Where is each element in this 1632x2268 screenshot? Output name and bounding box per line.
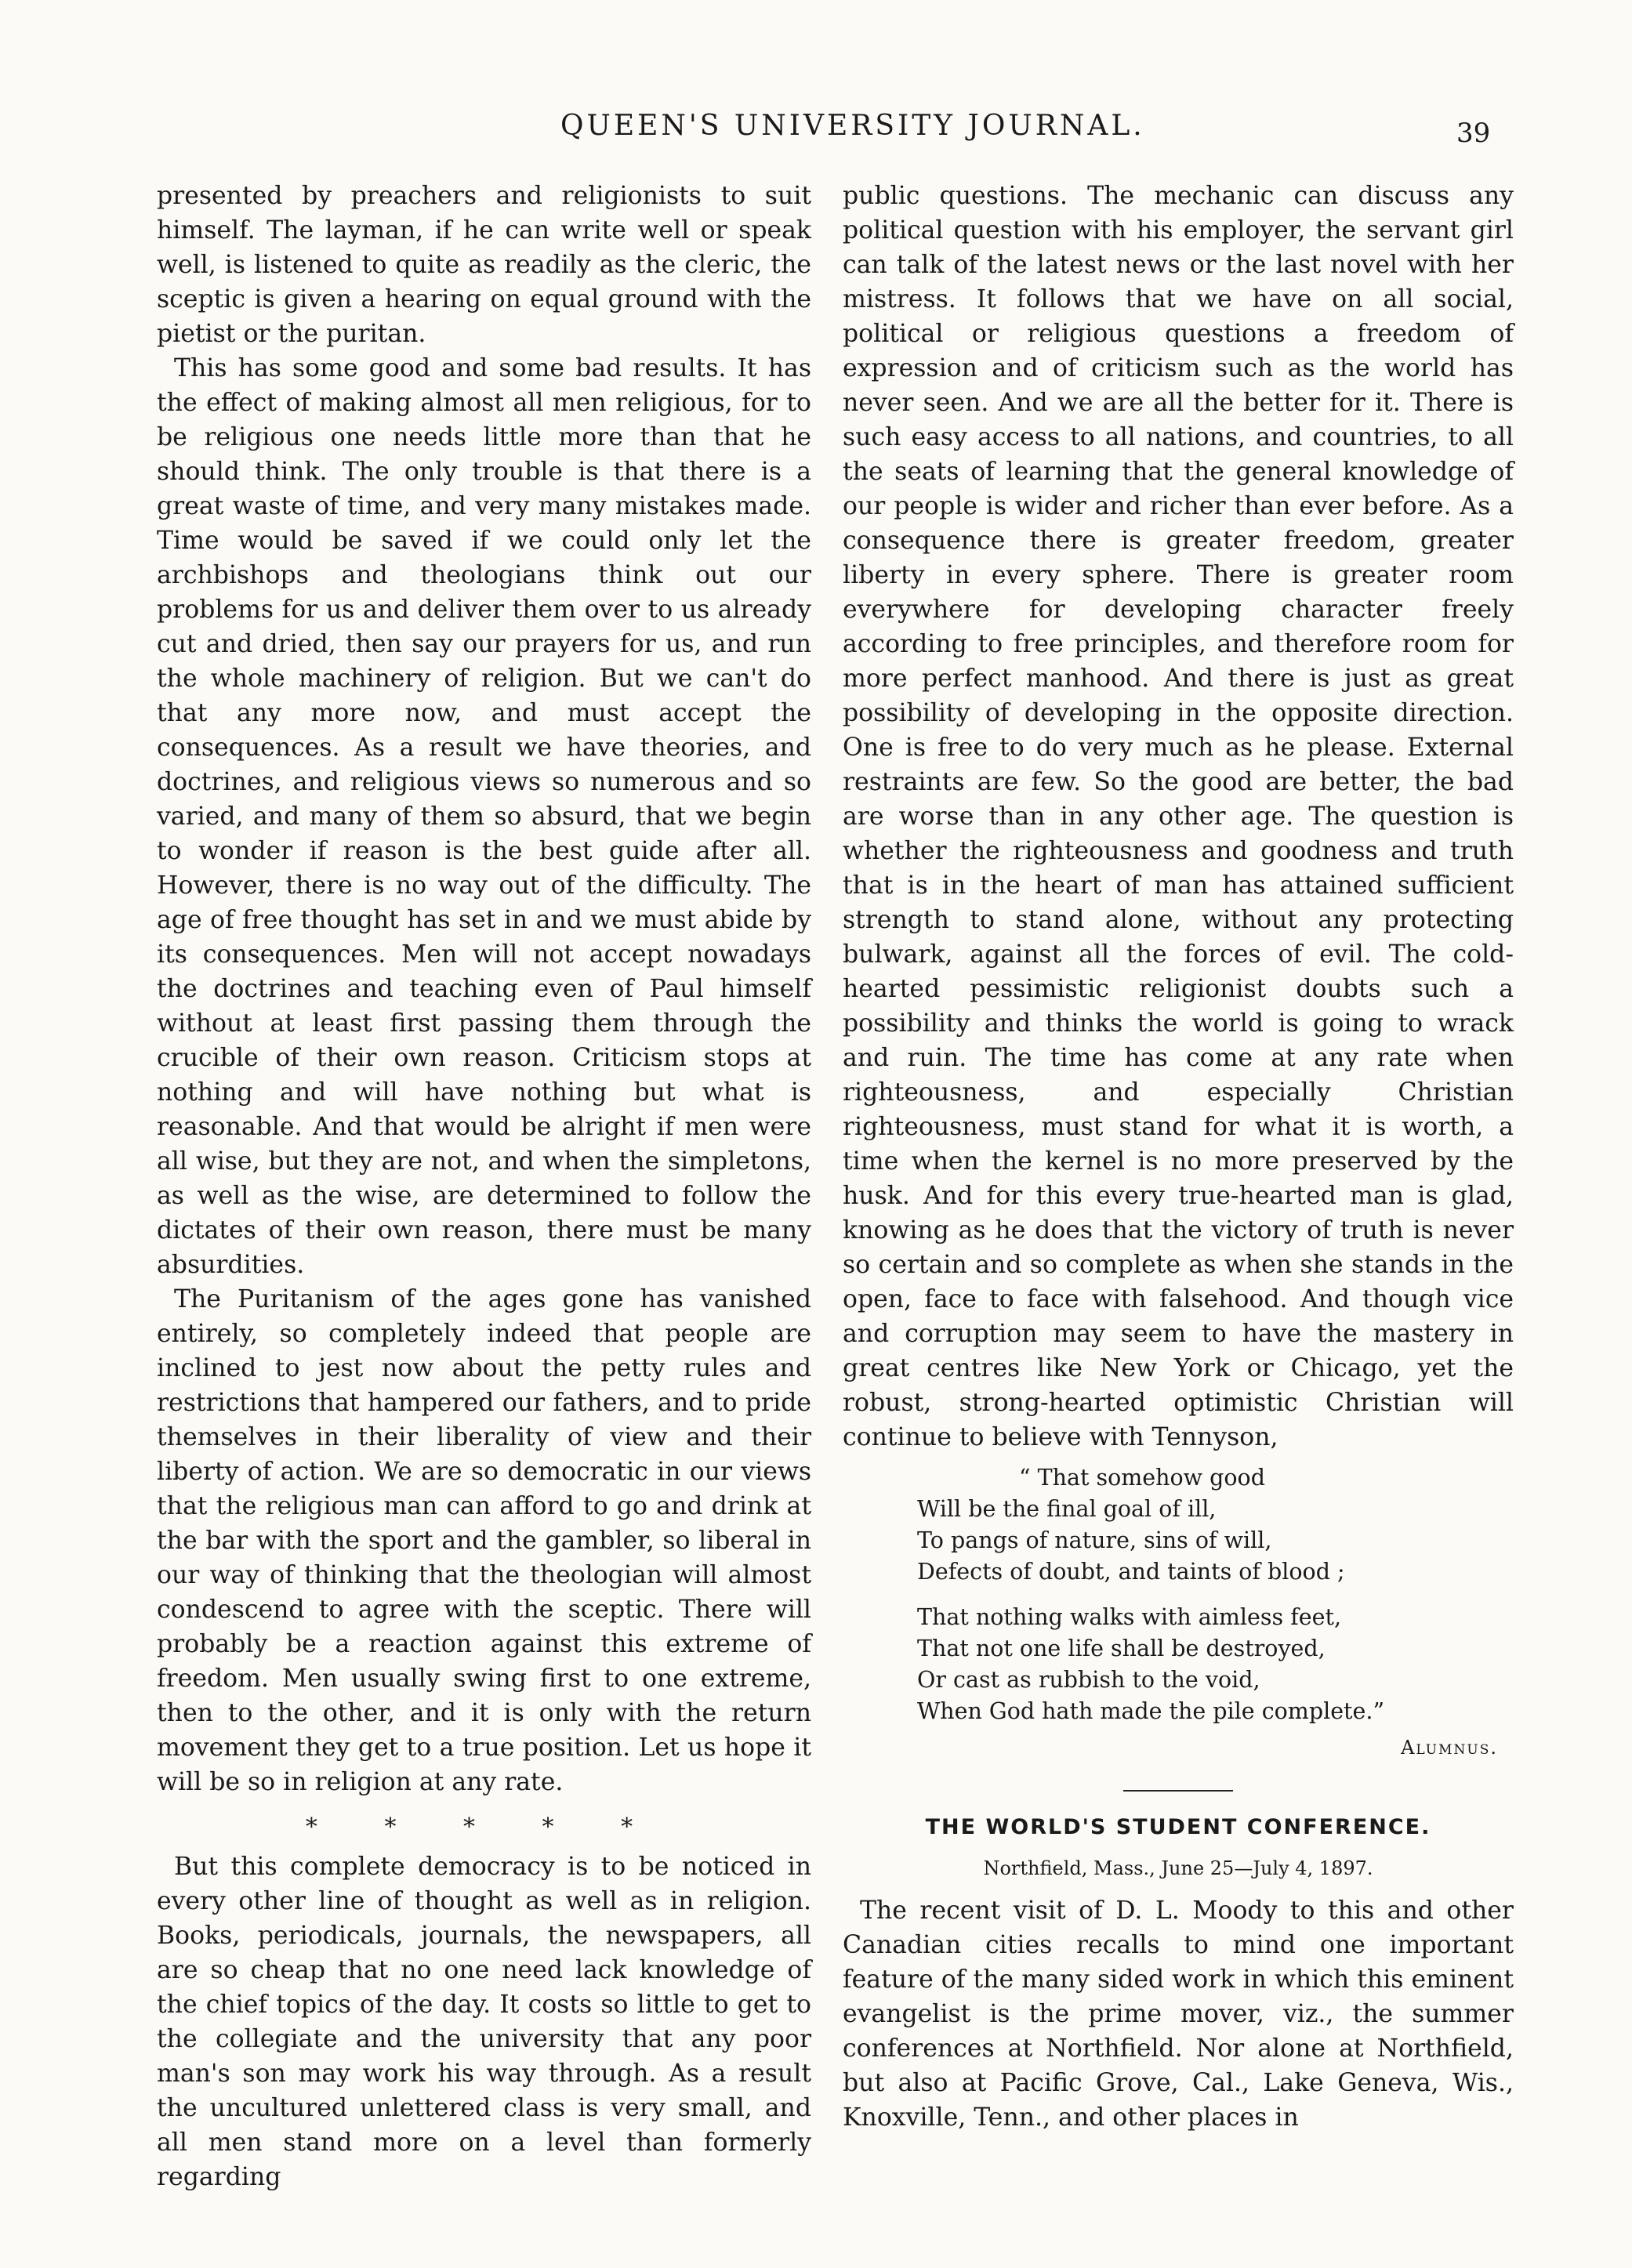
left-column bbox=[157, 179, 811, 2194]
paragraph: But this complete democracy is to be noticed in every other line of thought as well as in religion. Books, periodicals, journals, the newspapers, all are so cheap that no one need lack knowledge of the chief topics of the day. It costs so little to get to the collegiate and the university that any poor man's son may work his way through. As a result the uncultured unlettered class is very small, and all men stand more on a level than formerly regarding bbox=[157, 1853, 811, 2191]
poem-line: When God hath made the pile complete.” bbox=[917, 1698, 1385, 1724]
page-header bbox=[0, 110, 1632, 157]
section-break-asterisms: * * * * * bbox=[305, 1813, 663, 1841]
paragraph: The Puritanism of the ages gone has vanished entirely, so completely indeed that people are inclined to jest now about the petty rules and restrictions that hampered our fathers, and to pride themselves in their liberality of view and their liberty of action. We are so democratic in our views that the religious man can afford to go and drink at the bar with the sport and the gambler, so liberal in our way of thinking that the theologian will almost condescend to agree with the sceptic. There will probably be a reaction against this extreme of freedom. Men usually swing first to one extreme, then to the other, and it is only with the return movement they get to a true position. Let us hope it will be so in religion at any rate. bbox=[157, 1285, 811, 1796]
page-number: 39 bbox=[1456, 118, 1491, 149]
right-column bbox=[843, 179, 1514, 2135]
running-title: QUEEN'S UNIVERSITY JOURNAL. bbox=[560, 110, 1145, 142]
poem-line: To pangs of nature, sins of will, bbox=[917, 1527, 1272, 1553]
paragraph: public questions. The mechanic can discuss any political question with his employer, the servant girl can talk of the latest news or the last novel with her mistress. It follows that we have on all social, political or religious questions a freedom of expression and of criticism such as the world has never seen. And we are all the better for it. There is such easy access to all nations, and countries, to all the seats of learning that the general knowledge of our people is wider and richer than ever before. As a consequence there is greater freedom, greater liberty in every sphere. There is greater room everywhere for developing character freely according to free principles, and therefore room for more perfect manhood. And there is just as great possibility of developing in the opposite direction. One is free to do very much as he please. External restraints are few. So the good are better, the bad are worse than in any other age. The question is whether the righteousness and goodness and truth that is in the heart of man has attained sufficient strength to stand alone, without any protecting bulwark, against all the forces of evil. The cold-hearted pessimistic religionist doubts such a possibility and thinks the world is going to wrack and ruin. The time has come at any rate when righteousness, and especially Christian righteousness, must stand for what it is worth, a time when the kernel is no more preserved by the husk. And for this every true-hearted man is glad, knowing as he does that the victory of truth is never so certain and so complete as when she stands in the open, face to face with falsehood. And though vice and corruption may seem to have the mastery in great centres like New York or Chicago, yet the robust, strong-hearted optimistic Christian will continue to believe with Tennyson, bbox=[843, 182, 1514, 1451]
poem-stanza bbox=[917, 1602, 1514, 1727]
poem-line: That not one life shall be destroyed, bbox=[917, 1636, 1326, 1661]
section-dateline: Northfield, Mass., June 25—July 4, 1897. bbox=[983, 1857, 1373, 1879]
poem-line: Defects of doubt, and taints of blood ; bbox=[917, 1559, 1345, 1585]
section-title: THE WORLD'S STUDENT CONFERENCE. bbox=[925, 1815, 1431, 1839]
paragraph: The recent visit of D. L. Moody to this and other Canadian cities recalls to mind one important feature of the many sided work in which this eminent evangelist is the prime mover, viz., the summer conferences at Northfield. Nor alone at Northfield, but also at Pacific Grove, Cal., Lake Geneva, Wis., Knoxville, Tenn., and other places in bbox=[843, 1897, 1514, 2132]
poem-line: Or cast as rubbish to the void, bbox=[917, 1667, 1260, 1693]
poem-line: Will be the final goal of ill, bbox=[917, 1496, 1217, 1522]
poem-stanza bbox=[917, 1462, 1514, 1588]
paragraph: presented by preachers and religionists to suit himself. The layman, if he can write well or speak well, is listened to quite as readily as the cleric, the sceptic is given a hearing on equal ground with the pietist or the puritan. bbox=[157, 182, 811, 348]
poem-line: “ That somehow good bbox=[1019, 1465, 1265, 1491]
poem-line: That nothing walks with aimless feet, bbox=[917, 1604, 1342, 1630]
section-divider bbox=[1123, 1790, 1233, 1792]
tennyson-quote bbox=[917, 1462, 1514, 1727]
paragraph: This has some good and some bad results. It has the effect of making almost all men religious, for to be religious one needs little more than that he should think. The only trouble is that there is a great waste of time, and very many mistakes made. Time would be saved if we could only let the archbishops and theologians think out our problems for us and deliver them over to us already cut and dried, then say our prayers for us, and run the whole machinery of religion. But we can't do that any more now, and must accept the consequences. As a result we have theories, and doctrines, and religious views so numerous and so varied, and many of them so absurd, that we begin to wonder if reason is the best guide after all. However, there is no way out of the difficulty. The age of free thought has set in and we must abide by its consequences. Men will not accept nowadays the doctrines and teaching even of Paul himself without at least first passing them through the crucible of their own reason. Criticism stops at nothing and will have nothing but what is reasonable. And that would be alright if men were all wise, but they are not, and when the simpletons, as well as the wise, are determined to follow the dictates of their own reason, there must be many absurdities. bbox=[157, 354, 811, 1279]
author-signature: Alumnus. bbox=[1401, 1737, 1498, 1759]
